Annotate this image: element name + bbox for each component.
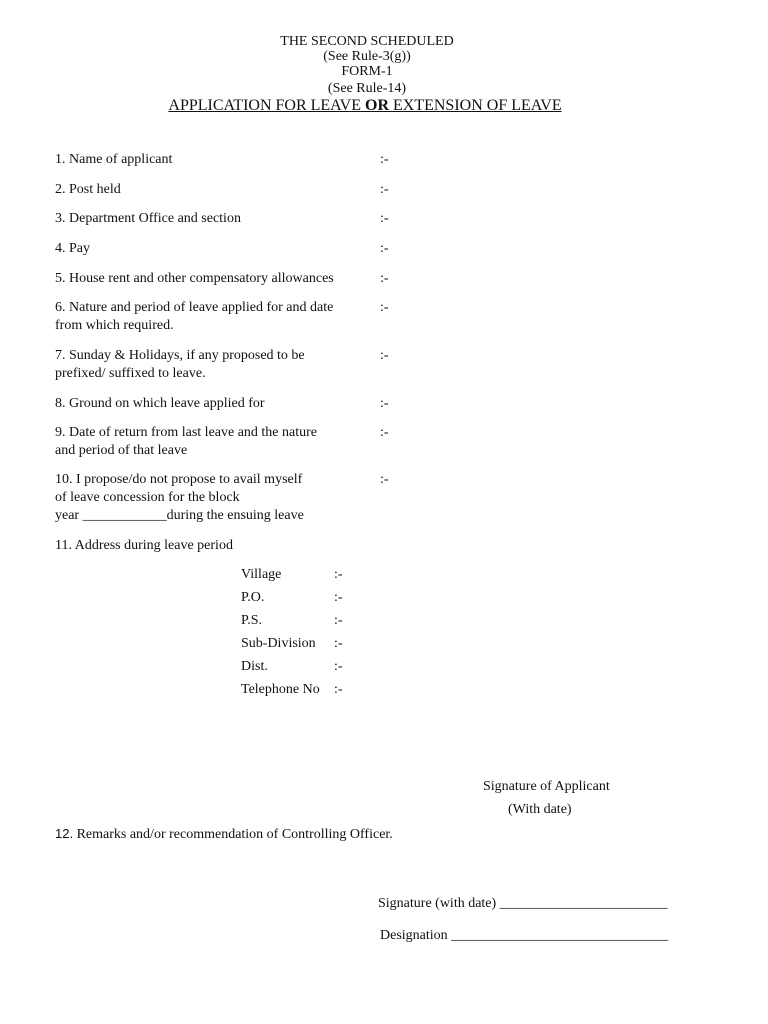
field-sunday-holidays	[55, 347, 355, 383]
address-colon: :-	[334, 682, 343, 697]
address-label-ps: P.S.	[241, 613, 263, 628]
field-label-cont: and period of that leave	[55, 443, 188, 458]
field-colon: :-	[380, 152, 389, 167]
address-label-telephone: Telephone No	[241, 682, 320, 697]
field-label: 7. Sunday & Holidays, if any proposed to be	[55, 348, 305, 363]
address-colon: :-	[334, 636, 343, 651]
address-colon: :-	[334, 590, 343, 605]
remarks-text: Remarks and/or recommendation of Controlling Officer.	[73, 827, 393, 842]
title-or: OR	[365, 97, 389, 114]
address-label-po: P.O.	[241, 590, 265, 605]
field-colon: :-	[380, 300, 389, 315]
applicant-signature-label: Signature of Applicant	[483, 779, 610, 794]
field-ground-for-leave	[55, 395, 355, 413]
field-colon: :-	[380, 425, 389, 440]
field-colon: :-	[380, 348, 389, 363]
remarks-line	[55, 826, 393, 843]
field-label: 10. I propose/do not propose to avail myself	[55, 472, 303, 487]
form-number: FORM-1	[341, 64, 393, 79]
title-part-1: APPLICATION FOR LEAVE	[168, 97, 365, 114]
field-nature-of-leave	[55, 299, 355, 335]
title-part-2: EXTENSION OF LEAVE	[389, 97, 562, 114]
field-post-held	[55, 181, 355, 199]
field-label: 5. House rent and other compensatory allowances	[55, 271, 334, 286]
field-colon: :-	[380, 241, 389, 256]
field-label-cont: from which required.	[55, 318, 174, 333]
field-colon: :-	[380, 182, 389, 197]
remarks-number: 12.	[55, 826, 74, 841]
address-heading: 11. Address during leave period	[55, 538, 233, 553]
address-colon: :-	[334, 567, 343, 582]
applicant-signature-date: (With date)	[508, 802, 572, 817]
field-leave-concession	[55, 471, 355, 525]
field-colon: :-	[380, 396, 389, 411]
field-colon: :-	[380, 472, 389, 487]
field-label: 6. Nature and period of leave applied for and date	[55, 300, 334, 315]
field-department	[55, 210, 355, 228]
field-label: 2. Post held	[55, 182, 121, 197]
address-colon: :-	[334, 613, 343, 628]
officer-designation-line: Designation _______________________________	[380, 928, 669, 943]
address-label-village: Village	[241, 567, 282, 582]
field-house-rent	[55, 270, 375, 288]
field-label: 9. Date of return from last leave and the nature	[55, 425, 318, 440]
field-label-cont: of leave concession for the block	[55, 490, 240, 505]
field-pay	[55, 240, 355, 258]
address-colon: :-	[334, 659, 343, 674]
field-label: 3. Department Office and section	[55, 211, 241, 226]
field-label: 1. Name of applicant	[55, 152, 173, 167]
field-date-of-return	[55, 424, 355, 460]
field-label: 4. Pay	[55, 241, 90, 256]
field-colon: :-	[380, 271, 389, 286]
rule-reference-secondary: (See Rule-14)	[327, 81, 407, 96]
page-title	[0, 97, 730, 115]
field-colon: :-	[380, 211, 389, 226]
field-name-of-applicant	[55, 151, 355, 169]
field-label-cont: prefixed/ suffixed to leave.	[55, 366, 206, 381]
schedule-heading: THE SECOND SCHEDULED	[280, 34, 454, 49]
officer-signature-line: Signature (with date) ________________________	[378, 896, 668, 911]
rule-reference: (See Rule-3(g))	[323, 49, 411, 64]
field-label: 8. Ground on which leave applied for	[55, 396, 265, 411]
field-label-cont: year ____________during the ensuing leave	[55, 508, 304, 523]
address-label-dist: Dist.	[241, 659, 268, 674]
address-label-subdivision: Sub-Division	[241, 636, 316, 651]
